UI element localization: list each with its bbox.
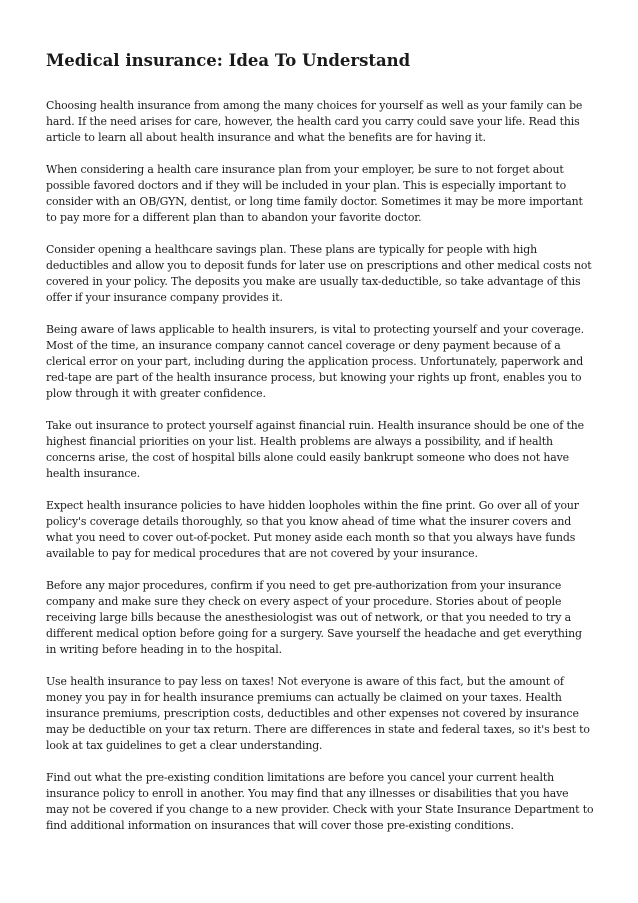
paragraph-line: different medical option before going for a surgery. Save yourself the headache and get everything <box>46 627 582 640</box>
paragraph-line: what you need to cover out-of-pocket. Put money aside each month so that you always have funds <box>46 531 576 544</box>
paragraph-line: plow through it with greater confidence. <box>46 387 266 400</box>
body-paragraph <box>46 242 596 306</box>
paragraph-line: Take out insurance to protect yourself against financial ruin. Health insurance should be one of the <box>46 419 584 432</box>
body-paragraph <box>46 418 596 482</box>
paragraph-line: receiving large bills because the anesthesiologist was out of network, or that you needed to try a <box>46 611 572 624</box>
paragraph-line: insurance policy to enroll in another. You may find that any illnesses or disabilities that you have <box>46 787 569 800</box>
body-paragraph <box>46 674 596 754</box>
paragraph-line: insurance premiums, prescription costs, deductibles and other expenses not covered by insurance <box>46 707 579 720</box>
paragraph-line: company and make sure they check on every aspect of your procedure. Stories about of people <box>46 595 562 608</box>
paragraph-line: offer if your insurance company provides it. <box>46 291 283 304</box>
paragraph-line: Find out what the pre-existing condition limitations are before you cancel your current health <box>46 771 555 784</box>
paragraph-line: possible favored doctors and if they will be included in your plan. This is especially important to <box>46 179 567 192</box>
paragraph-line: policy's coverage details thoroughly, so that you know ahead of time what the insurer covers and <box>46 515 572 528</box>
paragraph-line: Use health insurance to pay less on taxes! Not everyone is aware of this fact, but the amount of <box>46 675 564 688</box>
paragraph-line: may not be covered if you change to a new provider. Check with your State Insurance Department to <box>46 803 594 816</box>
paragraph-line: Most of the time, an insurance company cannot cancel coverage or deny payment because of a <box>46 339 561 352</box>
paragraph-line: hard. If the need arises for care, however, the health card you carry could save your life. Read this <box>46 115 580 128</box>
paragraph-line: money you pay in for health insurance premiums can actually be claimed on your taxes. Health <box>46 691 562 704</box>
paragraph-line: may be deductible on your tax return. There are differences in state and federal taxes, so it's best to <box>46 723 590 736</box>
paragraph-line: Being aware of laws applicable to health insurers, is vital to protecting yourself and your coverage. <box>46 323 585 336</box>
paragraph-line: consider with an OB/GYN, dentist, or long time family doctor. Sometimes it may be more important <box>46 195 583 208</box>
document-body <box>46 98 596 834</box>
paragraph-line: Consider opening a healthcare savings plan. These plans are typically for people with high <box>46 243 538 256</box>
body-paragraph <box>46 578 596 658</box>
paragraph-line: deductibles and allow you to deposit funds for later use on prescriptions and other medical costs not <box>46 259 592 272</box>
paragraph-line: When considering a health care insurance plan from your employer, be sure to not forget about <box>46 163 564 176</box>
body-paragraph <box>46 322 596 402</box>
paragraph-line: available to pay for medical procedures that are not covered by your insurance. <box>46 547 478 560</box>
paragraph-line: article to learn all about health insurance and what the benefits are for having it. <box>46 131 486 144</box>
paragraph-line: Before any major procedures, confirm if you need to get pre-authorization from your insurance <box>46 579 562 592</box>
paragraph-line: clerical error on your part, including during the application process. Unfortunately, paperwork and <box>46 355 584 368</box>
paragraph-line: Choosing health insurance from among the many choices for yourself as well as your family can be <box>46 99 583 112</box>
paragraph-line: Expect health insurance policies to have hidden loopholes within the fine print. Go over all of your <box>46 499 579 512</box>
body-paragraph <box>46 498 596 562</box>
paragraph-line: to pay more for a different plan than to abandon your favorite doctor. <box>46 211 422 224</box>
document-page <box>46 50 596 850</box>
paragraph-line: look at tax guidelines to get a clear understanding. <box>46 739 323 752</box>
paragraph-line: red-tape are part of the health insurance process, but knowing your rights up front, enables you to <box>46 371 582 384</box>
body-paragraph <box>46 162 596 226</box>
body-paragraph <box>46 98 596 146</box>
paragraph-line: health insurance. <box>46 467 141 480</box>
paragraph-line: find additional information on insurances that will cover those pre-existing conditions. <box>46 819 514 832</box>
paragraph-line: covered in your policy. The deposits you make are usually tax-deductible, so take advantage of this <box>46 275 581 288</box>
paragraph-line: concerns arise, the cost of hospital bills alone could easily bankrupt someone who does not have <box>46 451 569 464</box>
paragraph-line: in writing before heading in to the hospital. <box>46 643 282 656</box>
document-title: Medical insurance: Idea To Understand <box>46 51 411 70</box>
body-paragraph <box>46 770 596 834</box>
paragraph-line: highest financial priorities on your list. Health problems are always a possibility, and if health <box>46 435 553 448</box>
